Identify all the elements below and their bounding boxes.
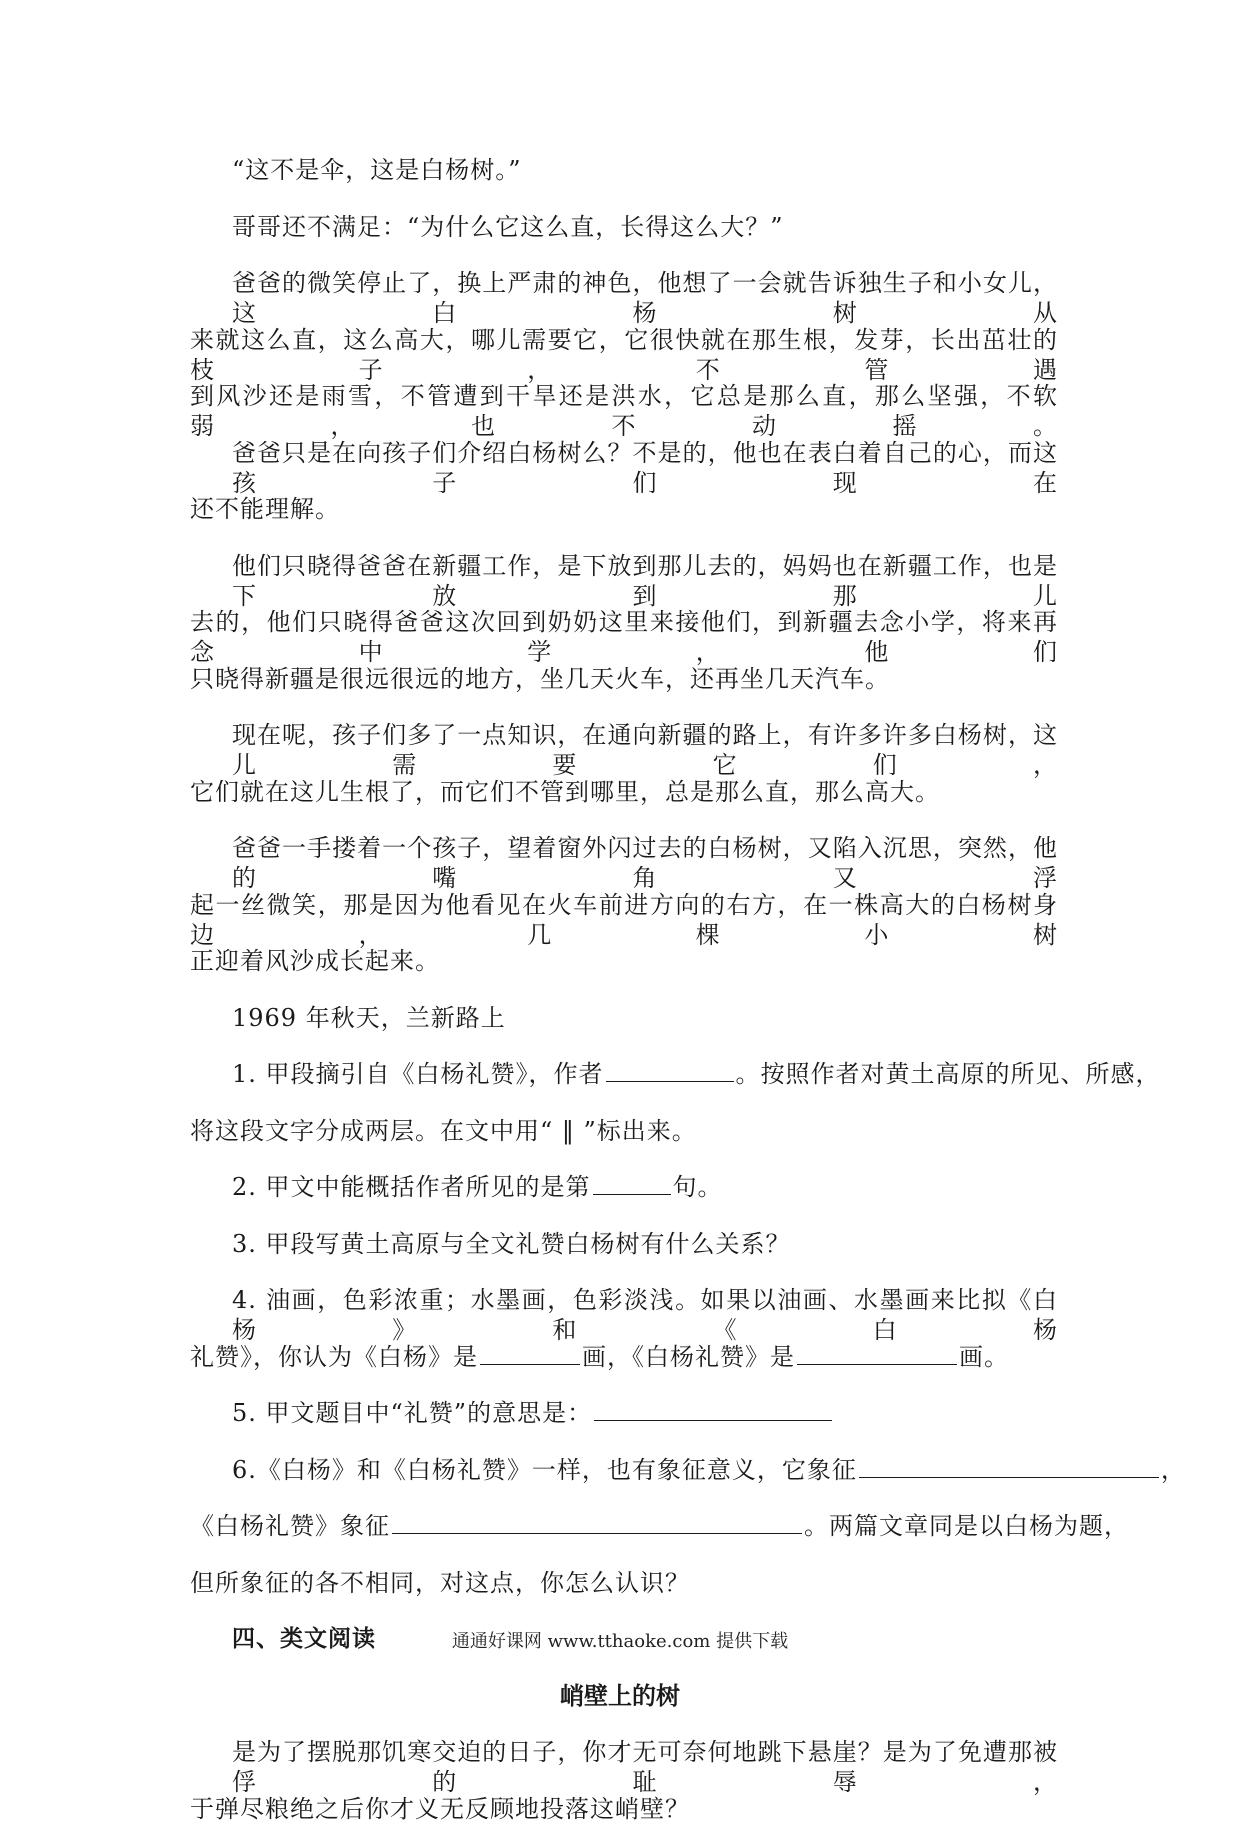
paragraph-line: 去的，他们只晓得爸爸这次回到奶奶这里来接他们，到新疆去念小学，将来再念中学，他们 (190, 608, 1058, 666)
paragraph-line: 只晓得新疆是很远很远的地方，坐几天火车，还再坐几天汽车。 (190, 665, 890, 693)
article-title: 峭壁上的树 (560, 1682, 680, 1710)
answer-blank[interactable] (392, 1511, 802, 1534)
section-heading: 四、类文阅读 (232, 1626, 376, 1652)
answer-blank[interactable] (480, 1342, 580, 1365)
paragraph-line: 起一丝微笑，那是因为他看见在火车前进方向的右方，在一株高大的白杨树身边，几棵小树 (190, 891, 1058, 949)
paragraph-line: 它们就在这儿生根了，而它们不管到哪里，总是那么直，那么高大。 (190, 778, 940, 806)
answer-blank[interactable] (859, 1455, 1159, 1478)
paragraph-line: 还不能理解。 (190, 495, 340, 523)
question-4: 4. 油画，色彩浓重；水墨画，色彩淡浅。如果以油画、水墨画来比拟《白杨》和《白杨 (232, 1286, 1058, 1344)
paragraph-line: 来就这么直，这么高大，哪儿需要它，它很快就在那生根，发芽，长出茁壮的枝子，不管遇 (190, 326, 1058, 384)
answer-blank[interactable] (594, 1398, 832, 1421)
paragraph-line: 他们只晓得爸爸在新疆工作，是下放到那儿去的，妈妈也在新疆工作，也是下放到那儿 (232, 552, 1058, 610)
paragraph-line: 是为了摆脱那饥寒交迫的日子，你才无可奈何地跳下悬崖？是为了免遭那被俘的耻辱， (232, 1738, 1058, 1796)
question-2: 2. 甲文中能概括作者所见的是第 句。 (232, 1173, 723, 1201)
answer-blank[interactable] (593, 1172, 671, 1195)
paragraph-line: 爸爸的微笑停止了，换上严肃的神色，他想了一会就告诉独生子和小女儿，这白杨树从 (232, 269, 1058, 327)
question-5: 5. 甲文题目中“礼赞”的意思是： (232, 1398, 1058, 1428)
paragraph-line: 于弹尽粮绝之后你才义无反顾地投落这峭壁？ (190, 1795, 690, 1823)
question-3: 3. 甲段写黄土高原与全文礼赞白杨树有什么关系？ (232, 1230, 791, 1258)
paragraph-line: 到风沙还是雨雪，不管遭到干旱还是洪水，它总是那么直，那么坚强，不软弱，也不动摇。 (190, 382, 1058, 440)
question-1: 1. 甲段摘引自《白杨礼赞》，作者 。按照作者对黄土高原的所见、所感， (232, 1060, 1161, 1088)
date-line: 1969 年秋天，兰新路上 (232, 1004, 506, 1032)
question-4-cont: 礼赞》，你认为《白杨》是 画，《白杨礼赞》是 画。 (190, 1343, 1009, 1371)
paragraph-line: 爸爸一手搂着一个孩子，望着窗外闪过去的白杨树，又陷入沉思，突然，他的嘴角又浮 (232, 834, 1058, 892)
page-footer: 通通好课网 www.tthaoke.com 提供下载 (451, 1631, 789, 1652)
question-6: 6.《白杨》和《白杨礼赞》一样，也有象征意义，它象征 ， (232, 1456, 1186, 1484)
answer-blank[interactable] (797, 1342, 957, 1365)
question-6-cont: 但所象征的各不相同，对这点，你怎么认识？ (190, 1569, 690, 1597)
paragraph-line: 现在呢，孩子们多了一点知识，在通向新疆的路上，有许多许多白杨树，这儿需要它们， (232, 721, 1058, 779)
question-6-cont: 《白杨礼赞》象征 。两篇文章同是以白杨为题， (190, 1512, 1129, 1540)
paragraph-line: 正迎着风沙成长起来。 (190, 947, 440, 975)
paragraph-line: 爸爸只是在向孩子们介绍白杨树么？不是的，他也在表白着自己的心，而这孩子们现在 (232, 439, 1058, 497)
paragraph-line: “这不是伞，这是白杨树。” (232, 156, 522, 184)
question-1-cont: 将这段文字分成两层。在文中用“ ‖ ”标出来。 (190, 1117, 697, 1145)
paragraph-line: 哥哥还不满足：“为什么它这么直，长得这么大？” (232, 213, 784, 241)
answer-blank[interactable] (606, 1059, 734, 1082)
